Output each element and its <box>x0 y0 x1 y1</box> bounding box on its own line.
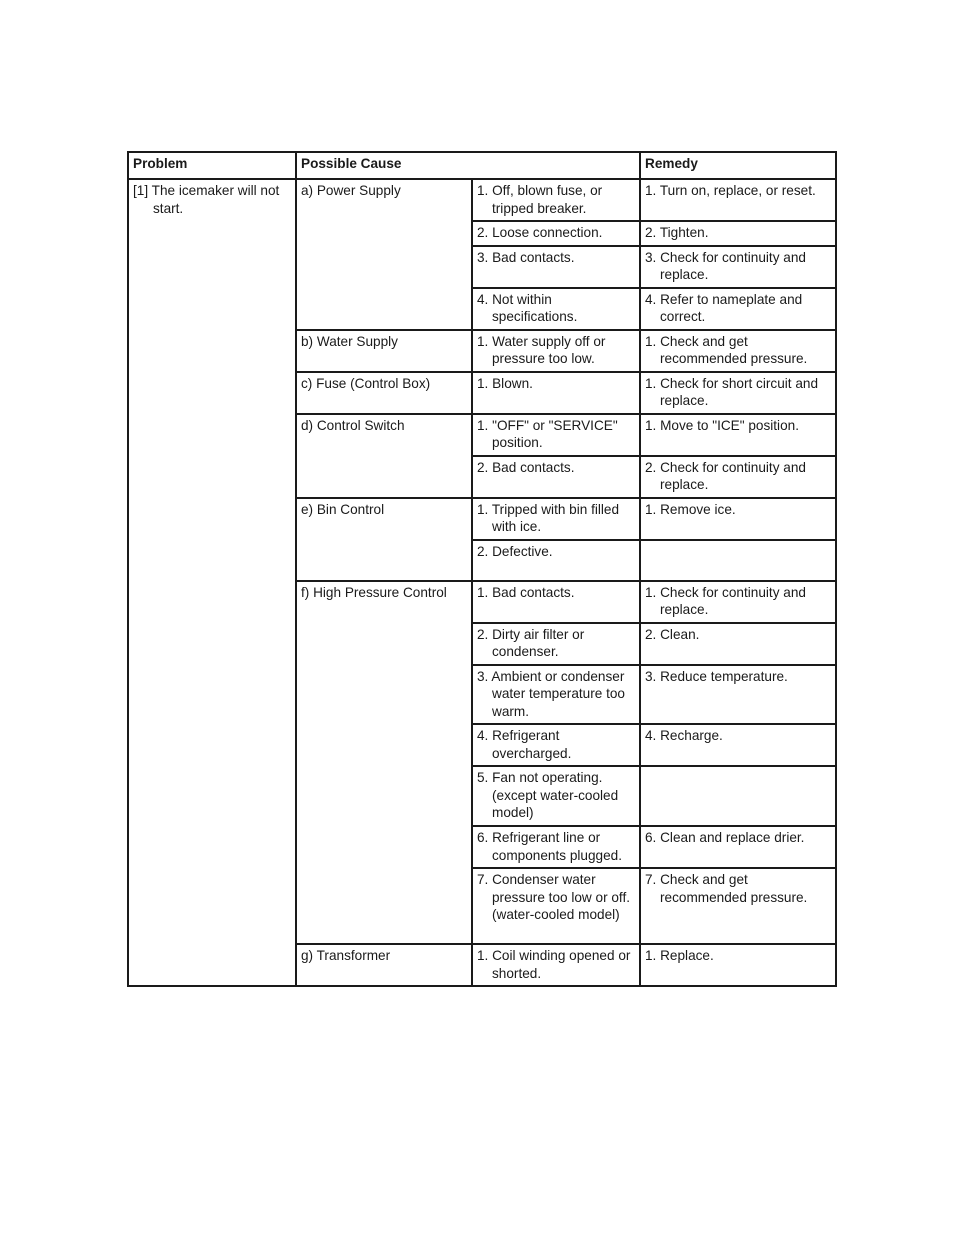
cause-detail-cell <box>472 372 640 414</box>
header-problem: Problem <box>128 152 296 179</box>
remedy-text: 4. Recharge. <box>645 728 723 743</box>
cause-detail-text: 3. Bad contacts. <box>477 249 575 265</box>
cause-detail-text: 5. Fan not operating. (except water-cooled model) <box>477 770 619 820</box>
remedy-cell <box>640 372 836 414</box>
remedy-text: 1. Check for short circuit and replace. <box>645 375 819 408</box>
cause-detail-cell <box>472 288 640 330</box>
cause-detail-text: 4. Refrigerant overcharged. <box>477 728 572 761</box>
remedy-text: 1. Replace. <box>645 948 714 963</box>
remedy-cell <box>640 414 836 456</box>
remedy-text: 7. Check and get recommended pressure. <box>645 872 808 905</box>
cause-detail-text: 2. Loose connection. <box>477 225 603 240</box>
remedy-text: 3. Check for continuity and replace. <box>645 249 806 282</box>
problem-text: [1] The icemaker will not start. <box>133 183 280 216</box>
cause-detail-cell <box>472 414 640 456</box>
cause-detail-cell <box>472 179 640 221</box>
remedy-text: 4. Refer to nameplate and correct. <box>645 291 803 324</box>
remedy-cell <box>640 623 836 665</box>
cause-detail-cell <box>472 540 640 581</box>
cause-cell: d) Control Switch <box>296 414 472 498</box>
remedy-text: 2. Check for continuity and replace. <box>645 459 806 492</box>
cause-detail-cell <box>472 330 640 372</box>
remedy-cell <box>640 665 836 725</box>
remedy-text: 2. Tighten. <box>645 225 709 240</box>
cause-detail-cell <box>472 766 640 826</box>
remedy-cell <box>640 246 836 288</box>
remedy-cell <box>640 944 836 986</box>
problem-cell <box>128 179 296 986</box>
cause-detail-cell <box>472 246 640 288</box>
cause-detail-text: 3. Ambient or condenser water temperature too warm. <box>477 668 625 719</box>
cause-detail-text: 1. Water supply off or pressure too low. <box>477 333 606 366</box>
cause-detail-text: 7. Condenser water pressure too low or off. (water-cooled model) <box>477 872 631 922</box>
cause-detail-cell <box>472 581 640 623</box>
remedy-cell <box>640 766 836 826</box>
cause-cell: a) Power Supply <box>296 179 472 330</box>
cause-detail-cell <box>472 623 640 665</box>
remedy-text: 1. Turn on, replace, or reset. <box>645 183 816 198</box>
cause-detail-cell <box>472 456 640 498</box>
cause-cell: b) Water Supply <box>296 330 472 372</box>
table-header-row <box>128 152 836 179</box>
cause-cell: e) Bin Control <box>296 498 472 581</box>
cause-detail-cell <box>472 665 640 725</box>
cause-detail-cell <box>472 221 640 246</box>
remedy-cell <box>640 826 836 868</box>
remedy-cell <box>640 330 836 372</box>
cause-detail-cell <box>472 498 640 540</box>
cause-detail-text: 1. "OFF" or "SERVICE" position. <box>477 417 618 450</box>
cause-detail-text: 6. Refrigerant line or components plugged. <box>477 830 622 863</box>
cause-detail-cell <box>472 868 640 944</box>
cause-detail-cell <box>472 944 640 986</box>
table-row <box>128 179 836 221</box>
remedy-text: 1. Move to "ICE" position. <box>645 417 799 433</box>
remedy-cell <box>640 288 836 330</box>
cause-detail-text: 2. Dirty air filter or condenser. <box>477 626 585 659</box>
remedy-cell <box>640 221 836 246</box>
remedy-cell <box>640 540 836 581</box>
remedy-cell <box>640 498 836 540</box>
header-remedy: Remedy <box>640 152 836 179</box>
remedy-cell <box>640 868 836 944</box>
cause-detail-text: 1. Coil winding opened or shorted. <box>477 948 631 981</box>
cause-detail-text: 1. Off, blown fuse, or tripped breaker. <box>477 183 603 216</box>
remedy-text: 1. Remove ice. <box>645 501 736 517</box>
cause-detail-text: 4. Not within specifications. <box>477 291 578 324</box>
header-possible-cause: Possible Cause <box>296 152 640 179</box>
cause-detail-cell <box>472 826 640 868</box>
remedy-text: 2. Clean. <box>645 626 700 642</box>
troubleshooting-table <box>127 151 837 987</box>
remedy-text: 1. Check for continuity and replace. <box>645 584 806 617</box>
cause-detail-cell <box>472 724 640 766</box>
remedy-text: 1. Check and get recommended pressure. <box>645 333 808 366</box>
remedy-text: 3. Reduce temperature. <box>645 668 788 684</box>
cause-detail-text: 1. Blown. <box>477 375 533 391</box>
table-body <box>128 179 836 986</box>
remedy-text: 6. Clean and replace drier. <box>645 830 805 845</box>
cause-detail-text: 1. Bad contacts. <box>477 584 575 600</box>
remedy-cell <box>640 456 836 498</box>
cause-cell: f) High Pressure Control <box>296 581 472 945</box>
remedy-cell <box>640 724 836 766</box>
cause-detail-text: 1. Tripped with bin filled with ice. <box>477 501 620 534</box>
remedy-cell <box>640 581 836 623</box>
cause-cell: g) Transformer <box>296 944 472 986</box>
cause-cell: c) Fuse (Control Box) <box>296 372 472 414</box>
cause-detail-text: 2. Bad contacts. <box>477 459 575 475</box>
remedy-cell <box>640 179 836 221</box>
cause-detail-text: 2. Defective. <box>477 543 553 559</box>
